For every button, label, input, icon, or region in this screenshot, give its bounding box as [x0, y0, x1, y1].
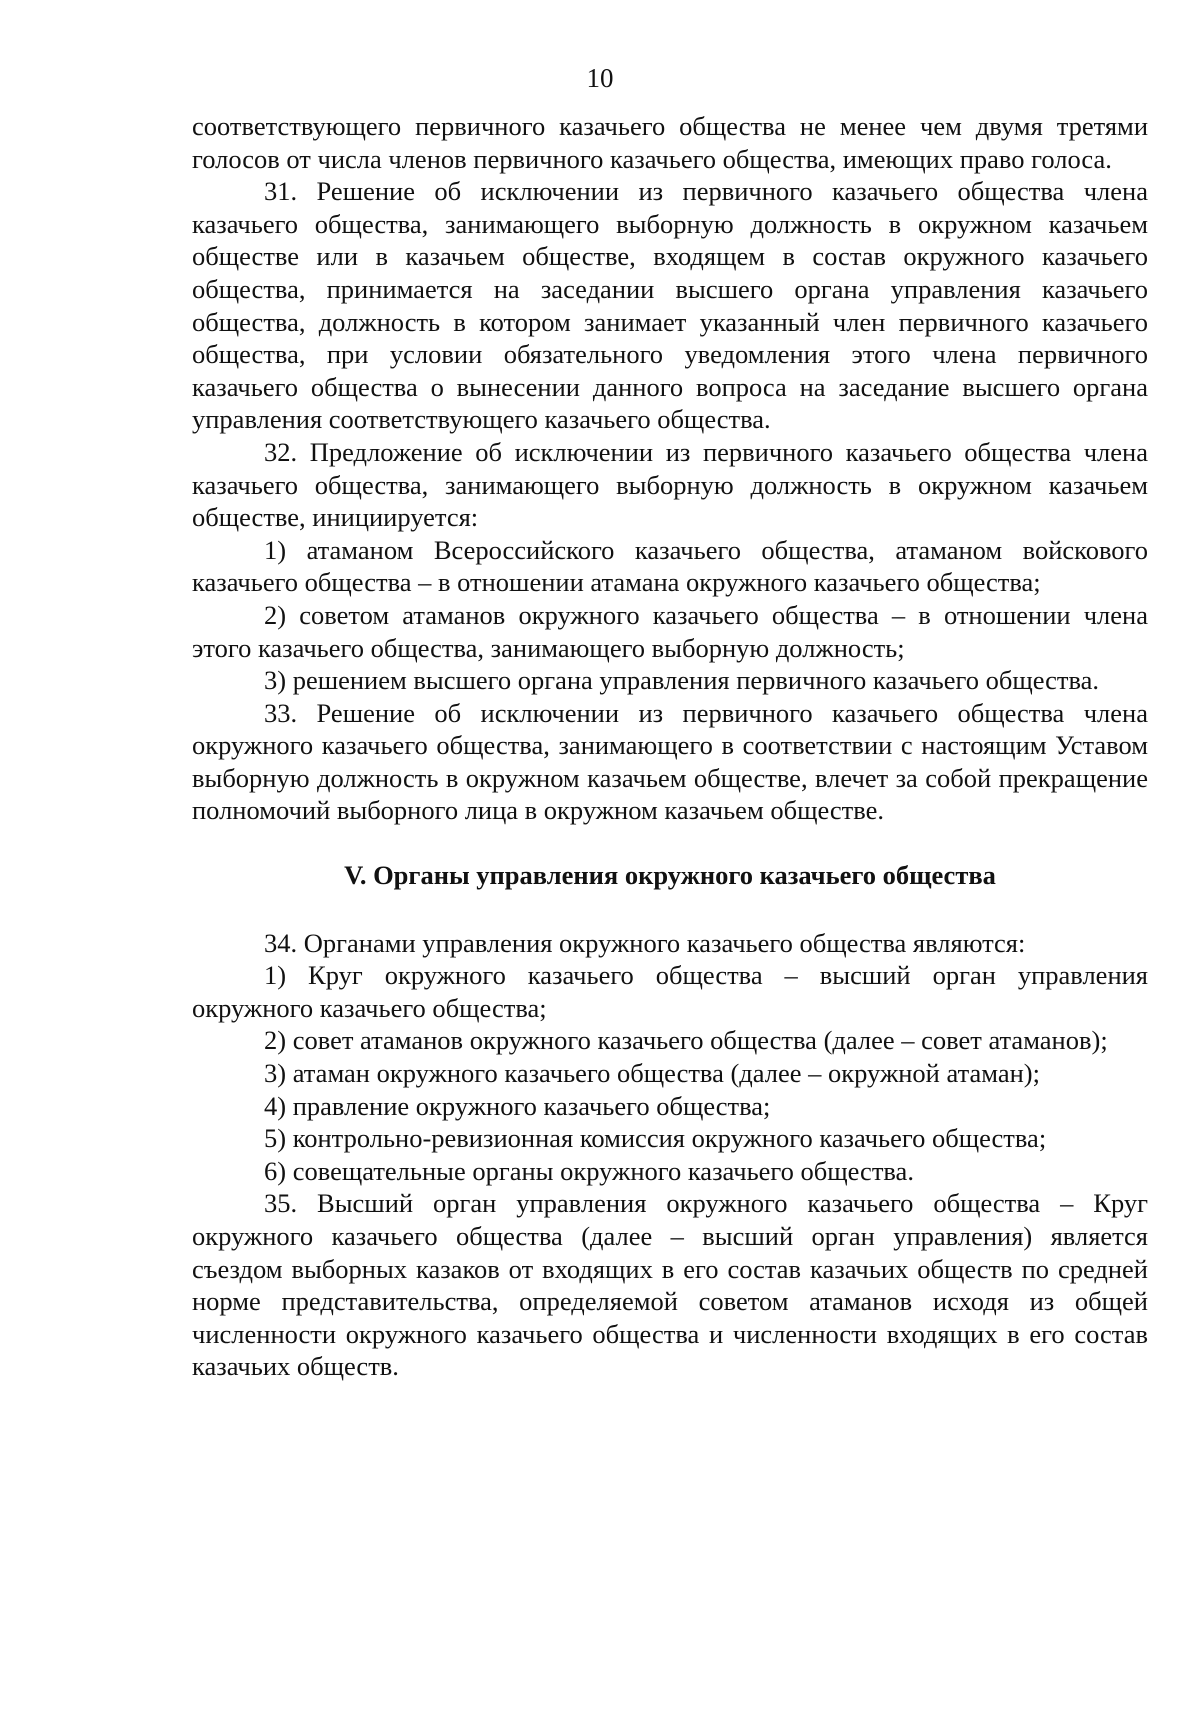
paragraph-34-item-2: 2) совет атаманов окружного казачьего общества (далее – совет атаманов);: [264, 1025, 1108, 1056]
paragraph-34-item-5: 5) контрольно-ревизионная комиссия окружного казачьего общества;: [264, 1123, 1047, 1154]
page-number: 10: [586, 63, 614, 93]
paragraph-34-item-1: 1) Круг окружного казачьего общества – высший орган управления окружного казачьего общества;: [192, 960, 1148, 1023]
paragraph-34: 34. Органами управления окружного казачьего общества являются:: [264, 927, 1026, 958]
paragraph-34-item-6: 6) совещательные органы окружного казачьего общества.: [264, 1155, 914, 1186]
paragraph-32-item-2: 2) советом атаманов окружного казачьего общества – в отношении члена этого казачьего общества, занимающего выборную должность;: [192, 599, 1148, 663]
paragraph-34-item-3: 3) атаман окружного казачьего общества (далее – окружной атаман);: [264, 1058, 1040, 1089]
paragraph-continuation: соответствующего первичного казачьего общества не менее чем двумя третями голосов от числа членов первичного казачьего общества, имеющих право голоса.: [192, 111, 1148, 174]
paragraph-32-item-3: 3) решением высшего органа управления первичного казачьего общества.: [264, 665, 1100, 696]
paragraph-32: 32. Предложение об исключении из первичного казачьего общества члена казачьего общества, занимающего выборную должность в окружном казачьем обществе, инициируется:: [192, 436, 1148, 533]
paragraph-32-item-1: 1) атаманом Всероссийского казачьего общества, атаманом войскового казачьего общества – в отношении атамана окружного казачьего общества;: [192, 534, 1148, 598]
paragraph-34-item-4: 4) правление окружного казачьего общества;: [264, 1090, 771, 1121]
paragraph-35: 35. Высший орган управления окружного казачьего общества – Круг окружного казачьего общества (далее – высший орган управления) является съездом выборных казаков от входящих в его состав казачьих обществ по средней норме представительства, определяемой советом атаманов исходя из общей численности окружного казачьего общества и численности входящих в его состав казачьих обществ.: [192, 1188, 1148, 1382]
paragraph-31: 31. Решение об исключении из первичного казачьего общества члена казачьего общества, занимающего выборную должность в окружном казачьем обществе или в казачьем обществе, входящем в состав окружного казачьего общества, принимается на заседании высшего органа управления казачьего общества, должность в котором занимает указанный член первичного казачьего общества, при условии обязательного уведомления этого члена первичного казачьего общества о вынесении данного вопроса на заседание высшего органа управления соответствующего казачьего общества.: [192, 176, 1148, 435]
document-body: [192, 110, 1148, 1383]
paragraph-33: 33. Решение об исключении из первичного казачьего общества члена окружного казачьего общества, занимающего в соответствии с настоящим Уставом выборную должность в окружном казачьем обществе, влечет за собой прекращение полномочий выборного лица в окружном казачьем обществе.: [192, 697, 1148, 826]
section-heading: V. Органы управления окружного казачьего общества: [344, 860, 996, 891]
